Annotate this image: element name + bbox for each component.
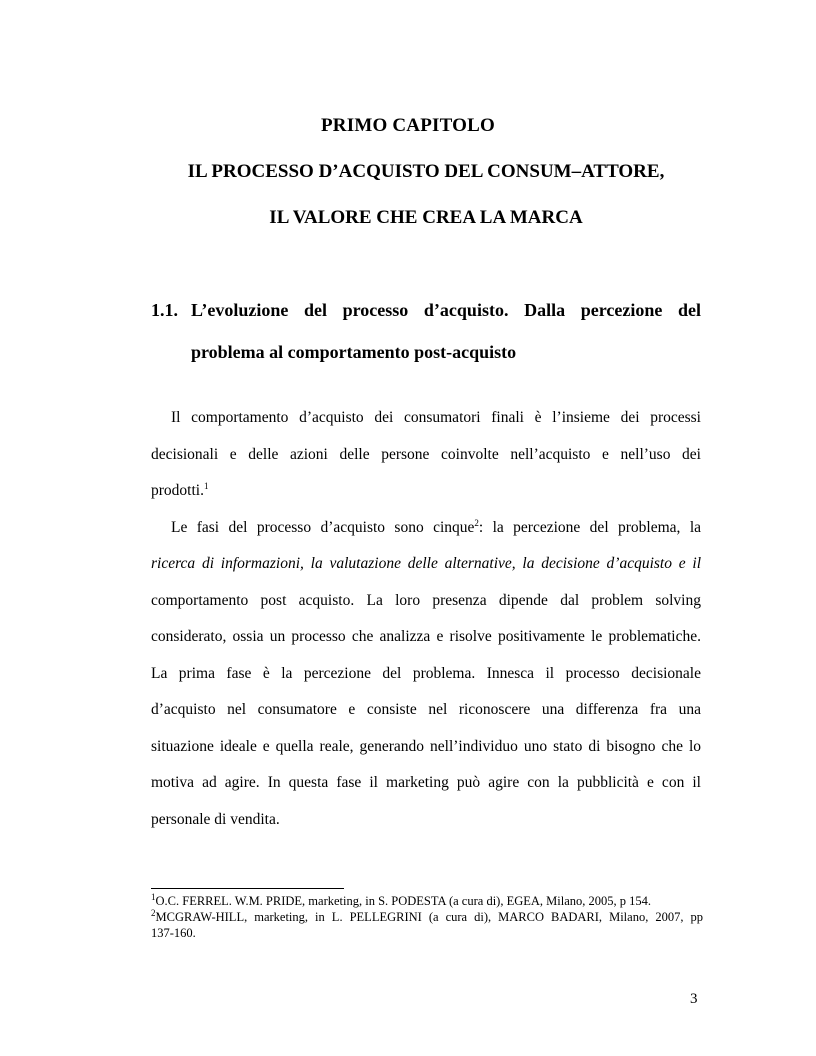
- body-line: La prima fase è la percezione del problema. Innesca il processo decisionale: [151, 664, 701, 682]
- footnote-ref-1: 1: [203, 480, 209, 491]
- body-text-fragment: : la percezione del problema, la: [478, 518, 701, 536]
- section-number: 1.1.: [151, 300, 178, 320]
- footnote-mark: 1: [151, 891, 156, 902]
- body-text-fragment: prodotti.: [151, 482, 204, 499]
- footnote-2-continuation: 137-160.: [151, 926, 196, 940]
- section-title-line-1: L’evoluzione del processo d’acquisto. Dalla percezione del: [191, 300, 701, 320]
- section-heading: [151, 289, 701, 373]
- body-line: [151, 473, 701, 510]
- body-line: motiva ad agire. In questa fase il marketing può agire con la pubblicità e con il: [151, 774, 701, 791]
- body-line: situazione ideale e quella reale, generando nell’individuo uno stato di bisogno che lo: [151, 737, 701, 755]
- body-line: decisionali e delle azioni delle persone coinvolte nell’acquisto e nell’uso dei: [151, 445, 701, 463]
- footnote-ref-2: 2: [474, 517, 479, 528]
- footnote-text: MCGRAW-HILL, marketing, in L. PELLEGRINI (a cura di), MARCO BADARI, Milano, 2007, pp: [155, 910, 703, 924]
- body-text: [151, 400, 701, 838]
- footnote-text: O.C. FERREL. W.M. PRIDE, marketing, in S. PODESTA (a cura di), EGEA, Milano, 2005, p 154.: [155, 894, 652, 908]
- page-number: 3: [690, 991, 698, 1007]
- footnote-1: [151, 893, 703, 909]
- section-title-line-2: problema al comportamento post-acquisto: [191, 342, 517, 362]
- body-line: considerato, ossia un processo che analizza e risolve positivamente le problematiche.: [151, 628, 701, 645]
- body-line: Il comportamento d’acquisto dei consumatori finali è l’insieme dei processi: [171, 409, 701, 426]
- body-line: personale di vendita.: [151, 810, 280, 828]
- body-line: comportamento post acquisto. La loro presenza dipende dal problem solving: [151, 591, 701, 609]
- footnote-mark: 2: [151, 907, 156, 918]
- chapter-label: PRIMO CAPITOLO: [321, 115, 495, 136]
- body-line: [151, 510, 701, 547]
- chapter-title-line-2: IL VALORE CHE CREA LA MARCA: [269, 207, 583, 228]
- footnote-2: [151, 909, 703, 925]
- body-line: d’acquisto nel consumatore e consiste nel riconoscere una differenza fra una: [151, 701, 701, 718]
- body-line-italic: ricerca di informazioni, la valutazione delle alternative, la decisione d’acquisto e il: [151, 555, 701, 572]
- footnote-divider: [151, 888, 344, 889]
- body-text-fragment: Le fasi del processo d’acquisto sono cinque: [171, 518, 475, 536]
- footnotes: [151, 893, 703, 941]
- chapter-title-line-1: IL PROCESSO D’ACQUISTO DEL CONSUM–ATTORE,: [187, 161, 665, 182]
